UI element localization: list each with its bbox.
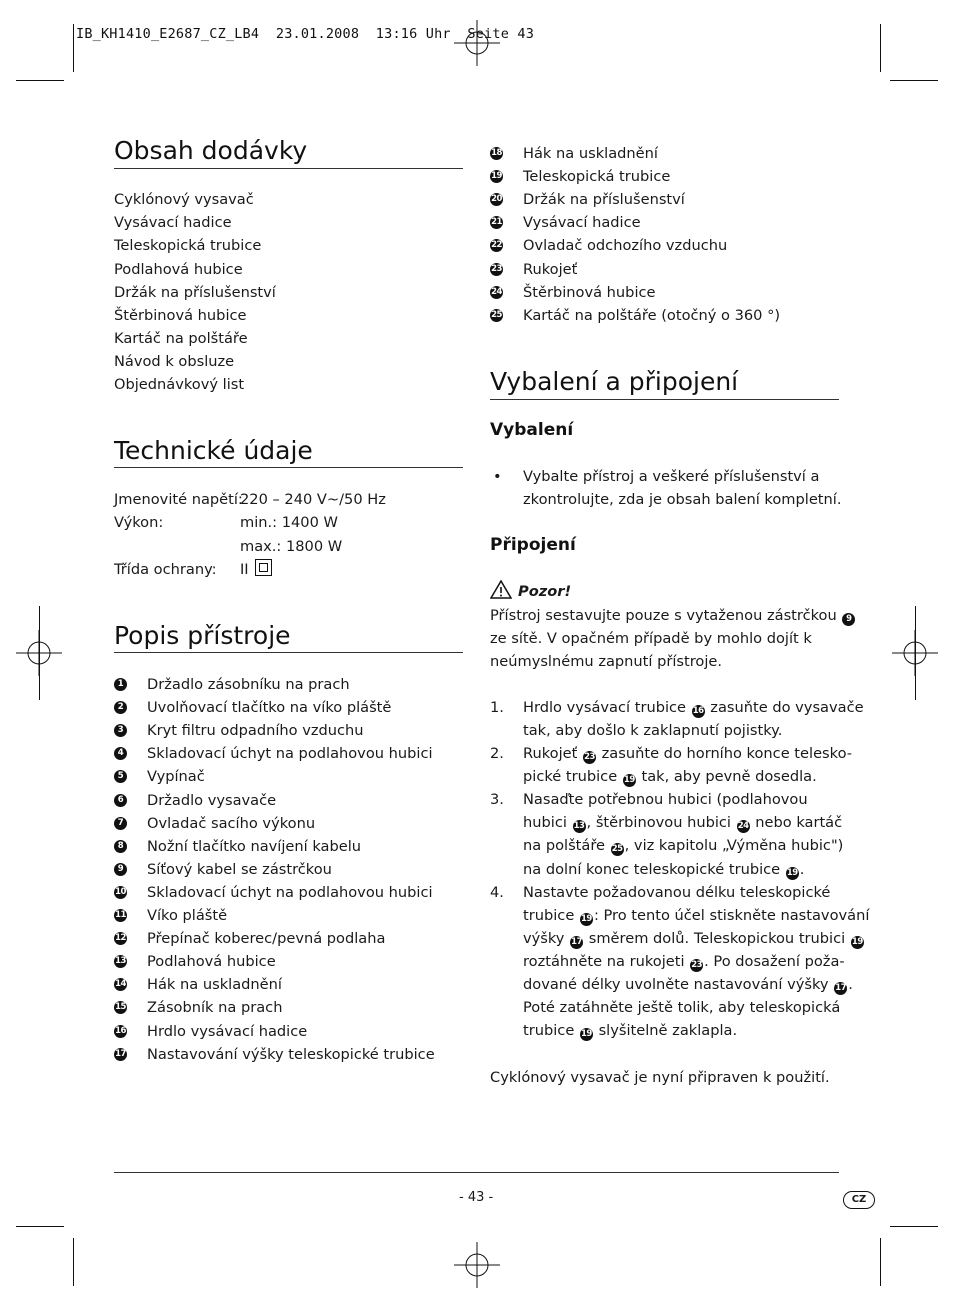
t: zasuňte do horního konce telesko- [601, 745, 853, 762]
part-number-badge: 19 [581, 914, 592, 924]
t: . Po dosažení poža- [704, 953, 845, 970]
t: výšky [523, 930, 565, 947]
part-label: Hrdlo vysávací hadice [147, 1022, 308, 1040]
t: hubici [523, 814, 567, 831]
step-text [523, 765, 817, 788]
warning-text: ze sítě. V opačném případě by mohlo dojít k [490, 630, 812, 647]
part-number-badge: 12 [115, 933, 126, 944]
part-number-badge: 5 [114, 770, 127, 783]
crop-mark [39, 606, 40, 700]
crop-mark [16, 1226, 64, 1227]
page-number: - 43 - [459, 1190, 494, 1205]
step-text: Nastavte požadovanou délku teleskopické [523, 884, 831, 901]
language-badge: CZ [843, 1191, 875, 1209]
heading-rule [490, 399, 839, 400]
crop-mark [915, 606, 916, 700]
part-number-badge: 3 [114, 724, 127, 737]
part-number-badge: 18 [491, 148, 502, 158]
part-number-badge: 2 [114, 701, 127, 714]
warning-text: neúmyslnému zapnutí přístroje. [490, 653, 723, 670]
part-label: Skladovací úchyt na podlahovou hubici [147, 745, 433, 763]
subheading-connect: Připojení [490, 535, 576, 555]
crop-mark [880, 1238, 881, 1286]
text: Přístroj sestavujte pouze s vytaženou zástrčkou [490, 607, 837, 624]
part-label: Uvolňovací tlačítko na víko pláště [147, 699, 392, 717]
part-number-badge: 19 [581, 1029, 592, 1039]
part-number-badge: 11 [115, 910, 126, 920]
part-number-badge: 14 [115, 979, 126, 990]
part-number-badge: 1 [114, 678, 127, 691]
step-text [523, 904, 869, 927]
t: dované délky uvolněte nastavování výšky [523, 976, 829, 993]
spec-label-voltage: Jmenovité napětí: [114, 491, 243, 508]
part-label: Síťový kabel se zástrčkou [147, 860, 332, 878]
warning-line [490, 580, 571, 603]
list-item: Teleskopická trubice [114, 237, 262, 254]
part-number-badge: 20 [491, 194, 502, 205]
bullet-text: Vybalte přístroj a veškeré příslušenství a [523, 468, 820, 485]
list-item: Objednávkový list [114, 376, 245, 393]
part-label: Vysávací hadice [523, 214, 641, 232]
heading-rule [114, 652, 463, 653]
t: pické trubice [523, 768, 618, 785]
part-number-badge: 7 [114, 817, 127, 830]
t: . [799, 861, 805, 878]
list-item: Cyklónový vysavač [114, 191, 254, 208]
part-label: Ovladač odchozího vzduchu [523, 237, 728, 255]
t: směrem dolů. Teleskopickou trubici [588, 930, 846, 947]
part-number-badge: 17 [571, 937, 583, 947]
part-number-badge: 10 [115, 886, 126, 897]
part-label: Vypínač [147, 768, 205, 786]
step-text [523, 1019, 737, 1042]
step-text [523, 858, 804, 881]
t: trubice [523, 1022, 575, 1039]
part-number-badge: 19 [851, 937, 863, 947]
t: Rukojeť [523, 745, 578, 762]
part-label: Nožní tlačítko navíjení kabelu [147, 837, 362, 855]
part-label: Hák na uskladnění [523, 145, 658, 162]
step-text [523, 811, 842, 834]
part-label: Podlahová hubice [147, 953, 276, 971]
spec-value-class [240, 558, 272, 581]
t: zasuňte do vysavače [710, 699, 864, 716]
t: . [848, 976, 853, 993]
part-label: Přepínač koberec/pevná podlaha [147, 930, 386, 948]
spec-value-power-min: min.: 1400 W [240, 514, 338, 531]
part-label: Nastavování výšky teleskopické trubice [147, 1045, 435, 1063]
part-number-badge: 23 [691, 960, 703, 970]
part-label: Rukojeť [523, 260, 578, 278]
part-number-badge: 25 [611, 844, 623, 854]
step-text [523, 927, 865, 950]
heading-rule [114, 467, 463, 468]
crop-mark [880, 24, 881, 72]
step-text [523, 834, 843, 857]
step-number: 2. [490, 745, 504, 762]
part-number-badge: 19 [786, 868, 798, 878]
heading-delivery: Obsah dodávky [114, 136, 308, 165]
part-number-badge: 23 [491, 263, 502, 274]
step-text: Nasaďte potřebnou hubici (podlahovou [523, 791, 808, 808]
part-number-badge: 22 [491, 240, 502, 251]
part-number-badge: 17 [835, 983, 847, 993]
step-text: tak, aby došlo k zaklapnutí pojistky. [523, 722, 783, 739]
t: trubice [523, 907, 575, 924]
list-item: Štěrbinová hubice [114, 307, 247, 324]
warning-text [490, 604, 856, 627]
spec-value-voltage: 220 – 240 V~/50 Hz [240, 491, 386, 508]
subheading-unpack: Vybalení [490, 420, 574, 440]
t: , štěrbinovou hubici [586, 814, 731, 831]
part-number-badge: 24 [737, 821, 749, 831]
bullet-dot: • [493, 468, 502, 485]
part-number-badge: 6 [114, 794, 127, 807]
t: nebo kartáč [755, 814, 843, 831]
part-number-badge: 23 [584, 752, 595, 762]
crop-mark [890, 80, 938, 81]
crop-mark [73, 1238, 74, 1286]
list-item: Vysávací hadice [114, 214, 232, 231]
part-number-badge: 16 [692, 706, 704, 716]
part-label: Štěrbinová hubice [523, 283, 656, 301]
part-number-badge: 16 [115, 1025, 126, 1036]
part-label: Kryt filtru odpadního vzduchu [147, 722, 364, 740]
heading-parts: Popis přístroje [114, 621, 291, 650]
crop-mark [73, 24, 74, 72]
part-number-badge: 19 [623, 775, 635, 785]
final-note: Cyklónový vysavač je nyní připraven k použití. [490, 1069, 830, 1086]
t: : Pro tento účel stiskněte nastavování [593, 907, 870, 924]
part-number-badge: 9 [114, 863, 127, 876]
part-label: Hák na uskladnění [147, 976, 282, 994]
heading-unpack: Vybalení a připojení [490, 367, 739, 396]
crop-mark [890, 1226, 938, 1227]
double-insulation-icon [255, 559, 272, 576]
crop-mark [16, 80, 64, 81]
list-item: Kartáč na polštáře [114, 330, 248, 347]
list-item: Podlahová hubice [114, 261, 243, 278]
step-text [523, 742, 852, 765]
spec-label-power: Výkon: [114, 514, 164, 531]
part-number-badge: 13 [573, 821, 585, 831]
step-text: Poté zatáhněte ještě tolik, aby teleskopická [523, 999, 841, 1016]
t: , viz kapitolu „Výměna hubic") [624, 837, 844, 854]
part-number-badge: 17 [115, 1048, 126, 1059]
bullet-text: zkontrolujte, zda je obsah balení kompletní. [523, 491, 842, 508]
part-label: Víko pláště [147, 907, 228, 924]
warning-icon [490, 580, 512, 599]
print-slug: IB_KH1410_E2687_CZ_LB4 23.01.2008 13:16 Uhr Seite 43 [76, 26, 535, 42]
heading-tech: Technické údaje [114, 436, 313, 465]
step-number: 3. [490, 791, 504, 808]
t: roztáhněte na rukojeti [523, 953, 685, 970]
part-label: Skladovací úchyt na podlahovou hubici [147, 883, 433, 901]
footer-rule [114, 1172, 839, 1173]
t: Hrdlo vysávací trubice [523, 699, 687, 716]
part-number-badge: 25 [491, 309, 502, 320]
list-item: Návod k obsluze [114, 353, 235, 370]
part-label: Zásobník na prach [147, 999, 283, 1017]
part-number-badge: 21 [491, 217, 502, 228]
part-label: Držák na příslušenství [523, 191, 685, 209]
step-text [523, 696, 864, 719]
part-number-badge: 8 [114, 840, 127, 853]
part-label: Držadlo zásobníku na prach [147, 676, 350, 693]
t: tak, aby pevně dosedla. [641, 768, 817, 785]
t: na dolní konec teleskopické trubice [523, 861, 781, 878]
registration-mark-bottom [454, 1242, 500, 1288]
heading-rule [114, 168, 463, 169]
spec-value-power-max: max.: 1800 W [240, 538, 343, 555]
part-number-badge: 19 [491, 171, 502, 182]
part-number-badge: 13 [115, 956, 126, 967]
step-text [523, 950, 845, 973]
spec-label-class: Třída ochrany: [114, 561, 217, 578]
part-number-badge: 24 [491, 286, 502, 297]
step-number: 4. [490, 884, 504, 901]
part-label: Držadlo vysavače [147, 791, 277, 809]
step-number: 1. [490, 699, 504, 716]
part-label: Kartáč na polštáře (otočný o 360 °) [523, 306, 781, 324]
part-number-badge: 15 [115, 1002, 126, 1013]
t: na polštáře [523, 837, 606, 854]
class-text: II [240, 561, 249, 578]
registration-mark-top [454, 20, 500, 66]
list-item: Držák na příslušenství [114, 284, 276, 301]
part-label: Teleskopická trubice [523, 168, 671, 186]
part-number-badge: 9 [842, 613, 855, 626]
warning-title: Pozor! [518, 583, 572, 600]
part-label: Ovladač sacího výkonu [147, 814, 316, 832]
step-text [523, 973, 853, 996]
part-number-badge: 4 [114, 747, 127, 760]
t: slyšitelně zaklapla. [598, 1022, 738, 1039]
